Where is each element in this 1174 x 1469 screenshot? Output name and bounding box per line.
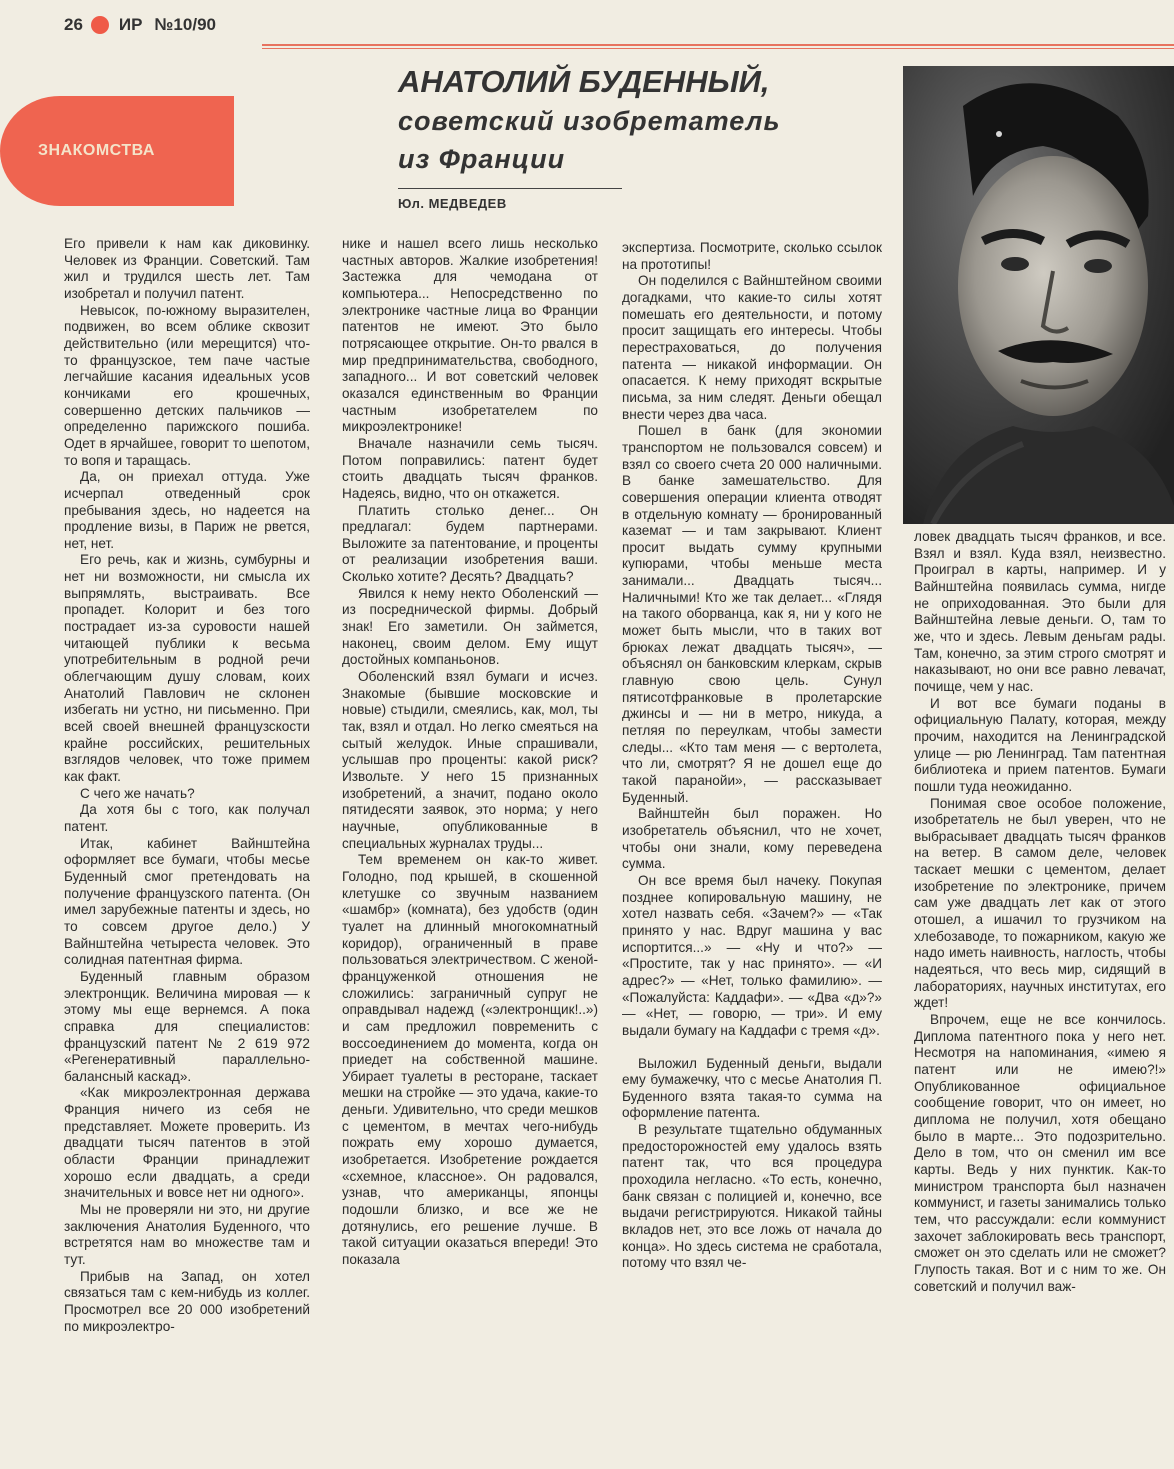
article-paragraph: Он поделился с Вайнштейном своими догадками, что какие-то силы хотят помешать его деятельности, и потому просит защищать его интересы. Чтобы перестраховаться, до получения патента — никакой информации. Он опасается. К нему приходят вскрытые письма, за ним следят. Деньги обещал внести через два часа. [622, 273, 882, 422]
article-paragraph: Да, он приехал оттуда. Уже исчерпал отведенный срок пребывания здесь, но надеется на продление визы, в Париж не рвется, нет, нет. [64, 469, 310, 551]
article-paragraph: Мы не проверяли ни это, ни другие заключения Анатолия Буденного, что встретятся нам во множестве там и тут. [64, 1202, 310, 1268]
article-paragraph: И вот все бумаги поданы в официальную Палату, которая, между прочим, находится на Ленинградской улице — рю Ленинград. Там патентная библиотека и прием патентов. Бумаги пошли туда неожиданно. [914, 695, 1166, 794]
title-line-1: АНАТОЛИЙ БУДЕННЫЙ, [398, 64, 770, 99]
article-column-4 [914, 529, 1166, 1457]
article-paragraph: Да хотя бы с того, как получал патент. [64, 802, 310, 834]
header-rule-thin [262, 48, 1174, 49]
article-paragraph: Буденный главным образом электронщик. Величина мировая — к этому мы еще вернемся. А пока справка для специалистов: французский патент № 2 619 972 «Регенеративный параллельно-балансный каскад». [64, 968, 310, 1084]
article-column-1 [64, 236, 310, 1456]
author-byline: Юл. МЕДВЕДЕВ [398, 196, 507, 211]
title-line-2: советский изобретатель [398, 106, 781, 136]
article-paragraph: ловек двадцать тысяч франков, и все. Взял и взял. Куда взял, неизвестно. Проиграл в карты, например. И у Вайнштейна появилась сумма, нигде не оприходованная. Это были для Вайнштейна левые деньги. О, там то же, что и здесь. Левым деньгам рады. Там, конечно, за этим строго смотрят и наказывают, но они все равно левачат, почище, чем у нас. [914, 529, 1166, 694]
article-paragraph: экспертиза. Посмотрите, сколько ссылок на прототипы! [622, 240, 882, 272]
page-header [64, 12, 1174, 38]
article-paragraph: Явился к нему некто Оболенский — из посреднической фирмы. Добрый знак! Его заметили. Он займется, наконец, своим делом. Ему ищут достойных компаньонов. [342, 585, 598, 668]
rubric-tab [0, 96, 234, 206]
issue-number: №10/90 [154, 15, 216, 34]
rubric-label: ЗНАКОМСТВА [38, 142, 155, 159]
article-paragraph: Впрочем, еще не все кончилось. Диплома патентного пока у него нет. Несмотря на напоминания, «имею я патент или не имею?!» Опубликованное официальное сообщение говорит, что он имеет, но диплома не получил, хотя обещано было в марте... Это подозрительно. Дело в том, что он сменил им все карты. Ведь у них пунктик. Как-то министром транспорта был назначен коммунист, и газеты занимались только тем, что рассуждали: если коммунист захочет заблокировать весь транспорт, сможет он это сделать или не сможет? Глупость такая. Вот и с ним то же. Он советский и получил важ- [914, 1012, 1166, 1294]
article-paragraph: Вайнштейн был поражен. Но изобретатель объяснил, что не хочет, чтобы они знали, кому переведена сумма. [622, 806, 882, 872]
article-paragraph: Невысок, по-южному выразителен, подвижен, во всем облике сквозит действительно (или мерещится) что-то французское, тем паче частые легчайшие касания идеальных усов кончиками его крошечных, совершенно детских пальчиков — определенно парижского пошиба. Одет в ярчайшее, говорит то шепотом, то вопя и таращась. [64, 302, 310, 468]
article-paragraph: Тем временем он как-то живет. Голодно, под крышей, в скошенной клетушке со звучным названием «шамбр» (комната), без удобств (один туалет на длинный многокомнатный коридор), ограниченный в праве пользоваться электричеством. С женой-француженкой отношения не сложились: заграничный супруг не оправдывал надежд («электронщик!..») и сам предложил повременить с воссоединением до момента, когда он приедет на собственной машине. Убирает туалеты в ресторане, таскает мешки на стройке — это удача, какие-то деньги. Удивительно, что среди мешков с цементом, в мечтах чего-нибудь пожрать ему хорошо думается, изобретается. Изобретение рождается «схемное, классное». Он радовался, узнав, что американцы, японцы подошли близко, и все же не дотянулись, его решение лучше. В такой ситуации оказаться впереди! Это показала [342, 852, 598, 1268]
article-paragraph: нике и нашел всего лишь несколько частных авторов. Жалкие изобретения! Застежка для чемодана от компьютера... Непосредственно по электронике частные лица во Франции патентов не имеют. Это было потрясающее открытие. Он-то рвался в мир предпринимательства, свободного, западного... И вот советский человек оказался единственным во Франции частным изобретателем по микроэлектронике! [342, 236, 598, 435]
portrait-photo-icon [903, 66, 1174, 524]
article-paragraph: Выложил Буденный деньги, выдали ему бумажечку, что с месье Анатолия П. Буденного взята такая-то сумма на оформление патента. [622, 1055, 882, 1121]
article-paragraph: Его привели к нам как диковинку. Человек из Франции. Советский. Там жил и трудился шесть лет. Там изобретал и получил патент. [64, 236, 310, 301]
article-column-3 [622, 240, 882, 1456]
article-paragraph: Оболенский взял бумаги и исчез. Знакомые (бывшие московские и новые) стыдили, смеялись, как, мол, ты так, взял и отдал. Но легко смеяться на сытый желудок. Иные спрашивали, услышав про проценты: какой риск? Извольте. У него 15 признанных изобретений, а значит, подано около пятидесяти заявок, это норма; у него научные, опубликованные в специальных журналах труды... [342, 669, 598, 851]
header-rule [262, 44, 1174, 46]
article-paragraph: Он все время был начеку. Покупая позднее копировальную машину, не хотел назвать себя. «Зачем?» — «Так принято у нас. Вдруг машина у вас испортится...» — «Ну и что?» — «Простите, так у нас принято». — «И адрес?» — «Нет, только фамилию». — «Пожалуйста: Каддафи». — «Два «д»?» — «Нет, — говорю, — три». И ему выдали бумагу на Каддафи с тремя «д». [622, 872, 882, 1038]
red-dot-icon [91, 16, 109, 34]
article-paragraph: «Как микроэлектронная держава Франция ничего из себя не представляет. Можете проверить. Из двадцати тысяч патентов в этой области Франции принадлежит хорошо если двадцать, а среди значительных и вовсе нет ни одного». [64, 1085, 310, 1201]
page-number: 26 [64, 15, 83, 34]
magazine-name: ИР [118, 15, 143, 34]
portrait-photo [903, 66, 1174, 524]
article-paragraph: Платить столько денег... Он предлагал: будем партнерами. Выложите за патентование, и проценты от реализации изобретения ваши. Сколько хотите? Десять? Двадцать? [342, 502, 598, 585]
article-paragraph: С чего же начать? [80, 785, 195, 801]
article-column-2 [342, 236, 598, 1456]
article-paragraph: В результате тщательно обдуманных предосторожностей ему удалось взять патент так, что вся процедура проходила негласно. «То есть, конечно, банк связан с полицией и, конечно, все выдачи регистрируются. Никакой тайны вкладов нет, это все ложь от начала до конца». Но здесь система не сработала, потому что взял че- [622, 1122, 882, 1271]
article-paragraph: Прибыв на Запад, он хотел связаться там с кем-нибудь из коллег. Просмотрел все 20 000 изобретений по микроэлектро- [64, 1268, 310, 1334]
title-rule [398, 188, 622, 189]
article-paragraph: Его речь, как и жизнь, сумбурны и нет ни возможности, ни смысла их выпрямлять, выстраивать. Все пропадет. Колорит и без того пострадает из-за суровости нашей читающей публики к весьма употребительным в родной речи облегчающим душу словам, коих Анатолий Павлович не склонен избегать ни устно, ни письменно. При всей своей внешней французскости крайне российских, решительных взглядов человек, что тоже примем как факт. [64, 552, 310, 784]
article-paragraph: Понимая свое особое положение, изобретатель не был уверен, что не выбрасывает двадцать тысяч франков на ветер. В самом деле, человек таскает мешки с цементом, делает изобретение по электронике, причем сам уже двадцать лет как от этого отошел, а ишачил то грузчиком на хлебозаводе, то пожарником, какую же надо иметь наивность, наглость, чтобы надеяться, что весь мир, сидящий в лабораториях, научных институтах, его ждет! [914, 795, 1166, 1011]
article-paragraph: Итак, кабинет Вайнштейна оформляет все бумаги, чтобы месье Буденный смог претендовать на получение французского патента. (Он имел зарубежные патенты и здесь, но то совсем другое дело.) У Вайнштейна четыреста человек. Это солидная патентная фирма. [64, 835, 310, 968]
article-paragraph: Пошел в банк (для экономии транспортом не пользовался совсем) и взял со своего счета 20 000 наличными. В банке замешательство. Для совершения операции клиента отводят в отдельную комнату — бронированный каземат — и там закрывают. Клиент просит выдать сумму крупными купюрами, чтобы меньше места занимали... Двадцать тысяч... Наличными! Кто же так делает... «Глядя на такого оборванца, как я, ни у кого не может быть мысли, что в таких вот брюках лежат двадцать тысяч», — объяснял он банковским клеркам, скрыв главную свою цель. Сунул пятисотфранковые в пролетарские джинсы и — ни в метро, никуда, а петляя по переулкам, чтобы замести следы... «Кто там меня — с вертолета, что ли, смотрят? Я не дошел еще до такой паранойи», — рассказывает Буденный. [622, 423, 882, 805]
title-line-3: из Франции [398, 144, 566, 174]
article-paragraph: Вначале назначили семь тысяч. Потом поправились: патент будет стоить двадцать тысяч франков. Надеясь, видно, что он откажется. [342, 435, 598, 501]
article-title [398, 62, 888, 178]
